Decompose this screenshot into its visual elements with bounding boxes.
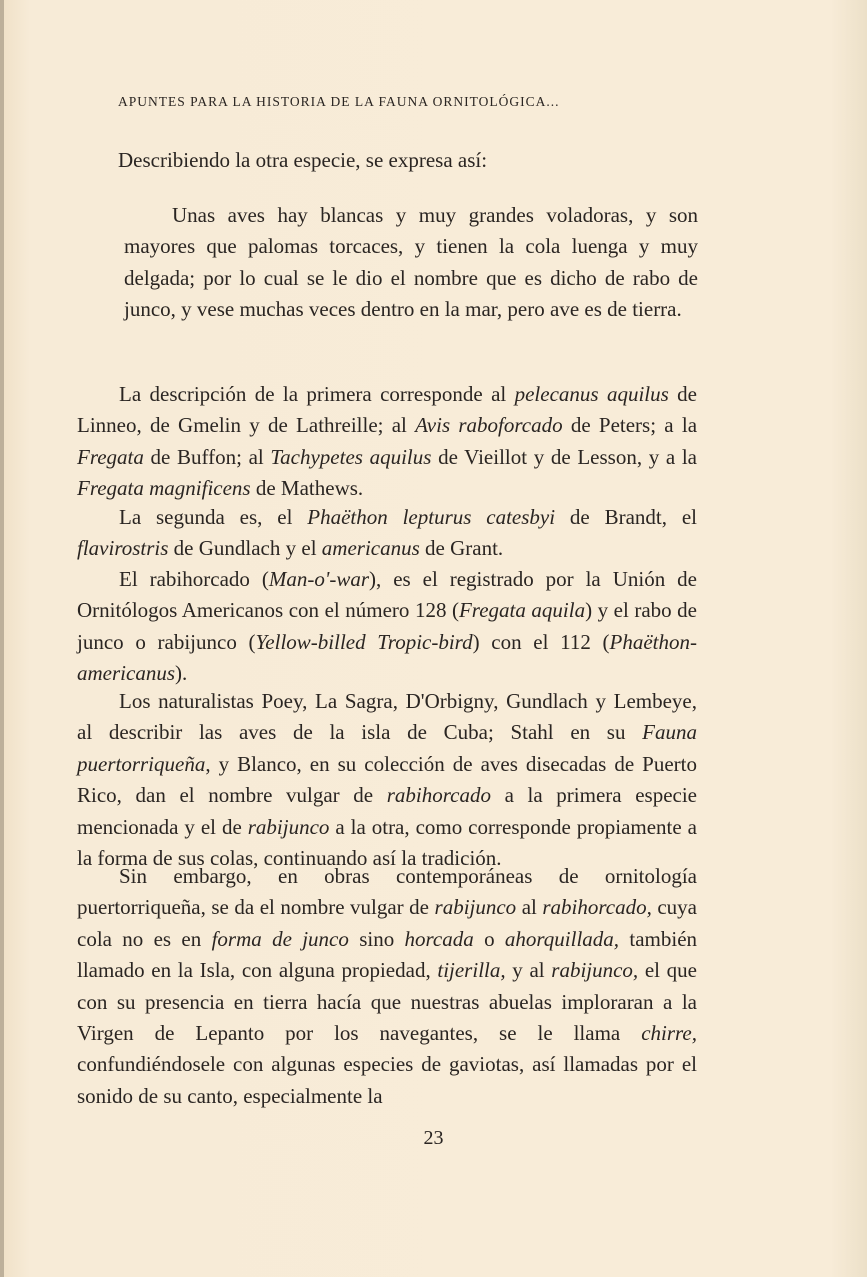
text-run: ), es el registrado por la Unión de Ornitólogos Americanos con el número 128 ( [77,567,697,623]
species-name: Phaëthon lepturus catesbyi [307,505,556,529]
paragraph-3 [77,564,697,690]
paragraph-5 [77,861,697,1112]
text-run: a la primera especie mencionada y el de [77,783,697,839]
species-name: tijerilla, [437,958,506,983]
text-run: de Brandt, el [555,505,697,529]
text-run: de Mathews. [250,476,364,501]
page-edge [0,0,4,1277]
text-run: el que con su presencia en tierra hacía que nuestras abuelas imploraran a la Virgen de Lepanto por los navegantes, se le llama [77,958,697,1046]
species-name: rabijunco [434,895,517,920]
block-quote: Unas aves hay blancas y muy grandes voladoras, y son mayores que palomas torcaces, y tienen la cola luenga y muy delgada; por lo cual se le dio el nombre que es dicho de rabo de junco, y vese muchas veces dentro en la mar, pero ave es de tierra. [124,203,698,322]
text-run: y al [505,958,552,983]
paragraph-1 [77,379,697,505]
text-run: , y Blanco, en su colección de aves disecadas de Puerto Rico, dan el nombre vulgar de [77,751,697,808]
running-header: APUNTES PARA LA HISTORIA DE LA FAUNA ORNITOLÓGICA... [118,94,560,109]
species-name: Fregata magnificens [77,476,251,501]
species-name: rabijunco [247,814,330,839]
text-run: al [516,895,543,920]
paragraph-2 [77,502,697,565]
text-run: El rabihorcado ( [119,567,269,591]
italic-phrase: horcada [404,926,474,951]
book-title: Fauna puertorriqueña [77,720,697,776]
text-run: a la otra, como corresponde propiamente a la forma de sus colas, continuando así la tradición. [77,814,697,871]
italic-phrase: forma de junco [211,926,349,951]
text-run: también llamado en la Isla, con alguna propiedad, [77,926,698,983]
intro-line: Describiendo la otra especie, se expresa así: [118,148,488,172]
paragraph-4 [77,686,697,874]
species-name: americanus [321,536,420,561]
text-run: de Linneo, de Gmelin y de Lathreille; al [77,382,697,438]
text-run: La segunda es, el [119,505,308,529]
italic-phrase: ahorquillada, [504,926,620,951]
species-name: rabijunco, [551,958,639,983]
species-name: Man-o'-war [268,567,369,591]
species-name: Yellow-billed Tropic-bird [255,629,473,654]
species-name: rabihorcado, [542,895,652,920]
species-name: pelecanus aquilus [514,382,669,406]
page-number: 23 [423,1127,444,1149]
text-run: Sin embargo, en obras contemporáneas de ornitología puertorriqueña, se da el nombre vulgar de [77,864,697,920]
text-run: de Peters; a la [562,413,698,438]
text-run: Los naturalistas Poey, La Sagra, D'Orbigny, Gundlach y Lembeye, al describir las aves de la isla de Cuba; Stahl en su [77,689,697,745]
species-name: flavirostris [77,536,169,561]
text-run: ) con el 112 ( [472,629,610,654]
species-name: chirre, [641,1021,697,1046]
text-run: sino [348,926,405,951]
text-run: de Gundlach y el [168,536,322,561]
species-name: rabihorcado [386,783,491,808]
text-run: de Buffon; al [143,444,271,469]
text-run: cuya cola no es en [77,895,697,951]
species-name: Avis raboforcado [415,413,563,438]
text-run: ). [175,661,188,686]
text-run: La descripción de la primera corresponde al [119,382,515,406]
text-run: ) y el rabo de junco o rabijunco ( [77,598,698,654]
text-run: de Vieillot y de Lesson, y a la [431,444,697,469]
text-run: de Grant. [419,536,504,561]
text-run: o [473,926,505,951]
species-name: Fregata [77,444,144,469]
species-name: Fregata aquila [458,598,586,623]
species-name: Phaëthon-americanus [77,629,698,686]
text-run: confundiéndosele con algunas especies de gaviotas, así llamadas por el sonido de su canto, especialmente la [77,1052,697,1108]
species-name: Tachypetes aquilus [270,444,432,469]
